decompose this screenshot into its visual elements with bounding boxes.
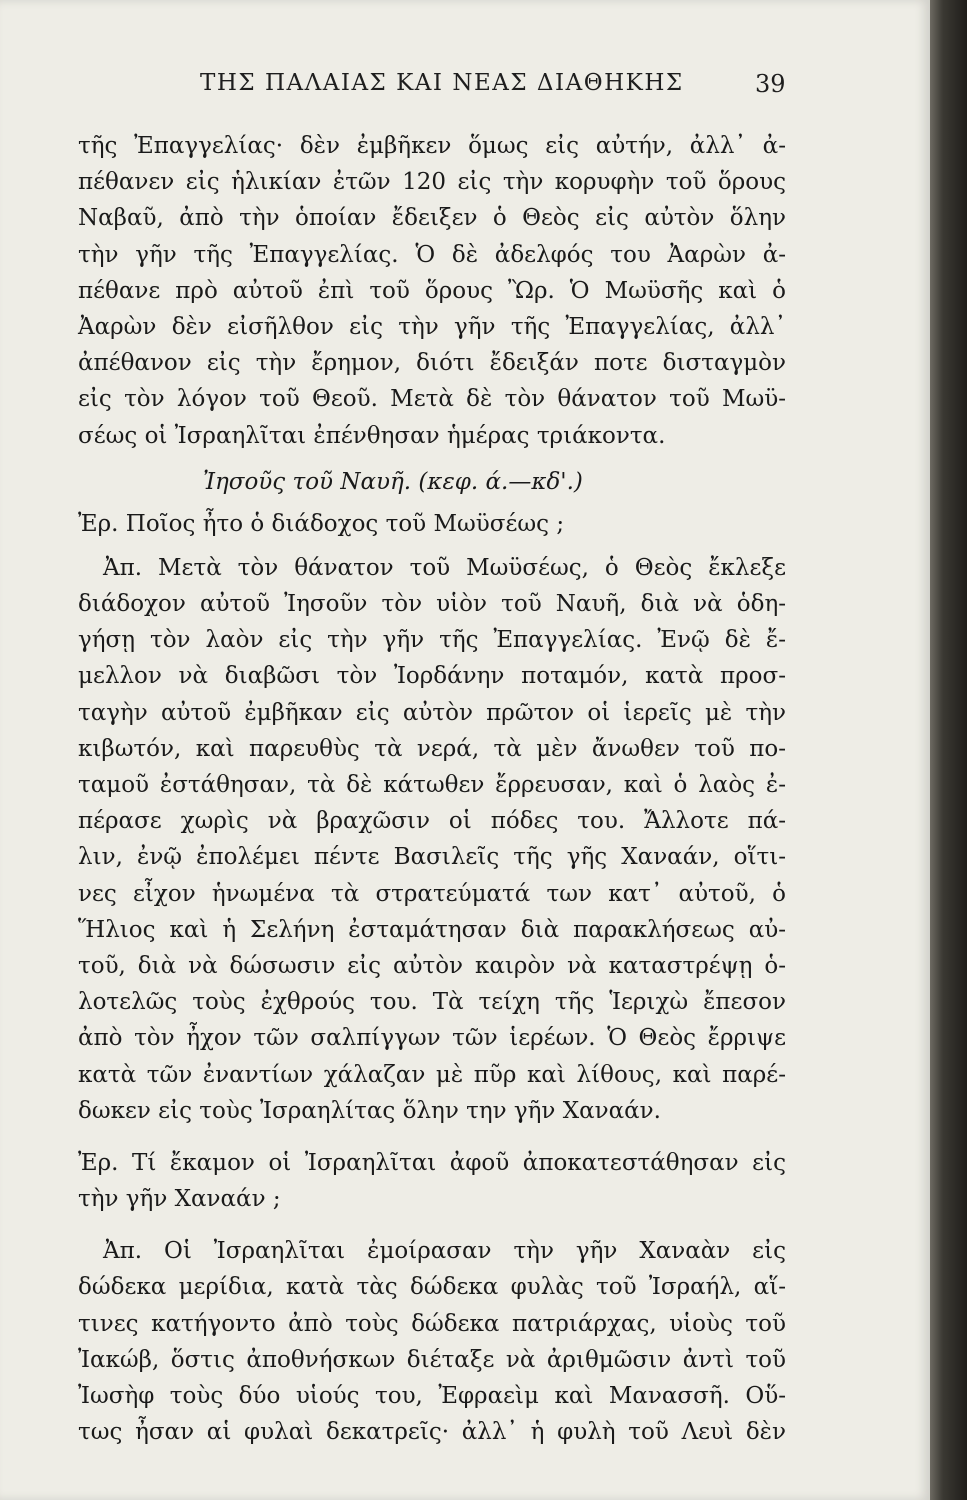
text-line: σέως οἱ Ἰσραηλῖται ἐπένθησαν ἡμέρας τριάκοντα. [78, 422, 666, 449]
text-line: ταγὴν αὐτοῦ ἐμβῆκαν εἰς αὐτὸν πρῶτον οἱ ἱερεῖς μὲ τὴν [78, 699, 786, 726]
answer [78, 550, 786, 1129]
text-line: κατὰ τῶν ἐναντίων χάλαζαν μὲ πῦρ καὶ λίθους, καὶ παρέ- [78, 1061, 786, 1088]
text-line: Ἐρ. Ποῖος ἦτο ὁ διάδοχος τοῦ Μωϋσέως ; [78, 510, 565, 537]
text-line: πέθανεν εἰς ἡλικίαν ἐτῶν 120 εἰς τὴν κορυφὴν τοῦ ὅρους [78, 169, 786, 196]
page-number: 39 [755, 70, 786, 98]
text-line: τῆς Ἐπαγγελίας· δὲν ἐμβῆκεν ὅμως εἰς αὐτήν, ἀλλ᾽ ἀ- [78, 133, 786, 159]
text-line: δωκεν εἰς τοὺς Ἰσραηλίτας ὅλην την γῆν Χαναάν. [78, 1097, 661, 1124]
text-line: νες εἶχον ἡνωμένα τὰ στρατεύματά των κατ᾽ αὐτοῦ, ὁ [78, 880, 786, 907]
text-line: κιβωτόν, καὶ παρευθὺς τὰ νερά, τὰ μὲν ἄνωθεν τοῦ πο- [78, 735, 786, 762]
page-header [0, 70, 930, 110]
text-line: τὴν γῆν Χαναάν ; [78, 1186, 281, 1213]
text-line: ταμοῦ ἐστάθησαν, τὰ δὲ κάτωθεν ἔρρευσαν, καὶ ὁ λαὸς ἐ- [78, 772, 786, 798]
page-edge [930, 0, 967, 1500]
text-line: Ἀαρὼν δὲν εἰσῆλθον εἰς τὴν γῆν τῆς Ἐπαγγελίας, ἀλλ᾽ [78, 313, 786, 340]
body-text [78, 128, 786, 1450]
text-line: διάδοχον αὐτοῦ Ἰησοῦν τὸν υἱὸν τοῦ Ναυῆ, διὰ νὰ ὁδη- [78, 591, 786, 618]
answer [78, 1233, 786, 1450]
text-line: Ἰακώβ, ὅστις ἀποθνήσκων διέταξε νὰ ἀριθμῶσιν ἀντὶ τοῦ [78, 1346, 786, 1373]
text-line: γήσῃ τὸν λαὸν εἰς τὴν γῆν τῆς Ἐπαγγελίας. Ἐνῷ δὲ ἔ- [78, 627, 786, 654]
text-line: τὴν γῆν τῆς Ἐπαγγελίας. Ὁ δὲ ἀδελφός του Ἀαρὼν ἀ- [78, 241, 786, 268]
running-head: ΤΗΣ ΠΑΛΑΙΑΣ ΚΑΙ ΝΕΑΣ ΔΙΑΘΗΚΗΣ [200, 70, 684, 96]
text-line: Ἥλιος καὶ ἡ Σελήνη ἐσταμάτησαν διὰ παρακλήσεως αὐ- [78, 916, 786, 943]
text-line: μελλον νὰ διαβῶσι τὸν Ἰορδάνην ποταμόν, κατὰ προσ- [78, 663, 786, 690]
text-line: ἀπέθανον εἰς τὴν ἔρημον, διότι ἔδειξάν ποτε δισταγμὸν [78, 350, 786, 377]
text-line: πέρασε χωρὶς νὰ βραχῶσιν οἱ πόδες του. Ἄλλοτε πά- [78, 808, 786, 835]
text-line: Ναβαῦ, ἀπὸ τὴν ὁποίαν ἔδειξεν ὁ Θεὸς εἰς αὐτὸν ὅλην [78, 205, 786, 232]
text-line: ἀπὸ τὸν ἦχον τῶν σαλπίγγων τῶν ἱερέων. Ὁ Θεὸς ἔρριψε [78, 1025, 786, 1052]
question [78, 1145, 786, 1217]
text-line: λοτελῶς τοὺς ἐχθρούς του. Τὰ τείχη τῆς Ἱεριχὼ ἔπεσον [78, 989, 786, 1016]
text-line: Ἰωσὴφ τοὺς δύο υἱούς του, Ἐφραεὶμ καὶ Μανασσῆ. Οὕ- [78, 1383, 786, 1409]
text-line: Ἀπ. Οἱ Ἰσραηλῖται ἐμοίρασαν τὴν γῆν Χαναὰν εἰς [103, 1238, 786, 1265]
text-line: λιν, ἐνῷ ἐπολέμει πέντε Βασιλεῖς τῆς γῆς Χαναάν, οἵτι- [78, 844, 786, 871]
text-line: τως ἦσαν αἱ φυλαὶ δεκατρεῖς· ἀλλ᾽ ἡ φυλὴ τοῦ Λευὶ δὲν [78, 1419, 786, 1446]
question [78, 506, 786, 542]
text-line: τινες κατήγοντο ἀπὸ τοὺς δώδεκα πατριάρχας, υἱοὺς τοῦ [78, 1310, 786, 1337]
paragraph [78, 128, 786, 454]
text-line: Ἀπ. Μετὰ τὸν θάνατον τοῦ Μωϋσέως, ὁ Θεὸς ἔκλεξε [103, 554, 786, 581]
text-line: δώδεκα μερίδια, κατὰ τὰς δώδεκα φυλὰς τοῦ Ἰσραήλ, αἵ- [78, 1274, 786, 1301]
scripture-citation: Ἰησοῦς τοῦ Ναυῆ. (κεφ. ά.—κδ'.) [203, 468, 583, 495]
text-line: Ἐρ. Τί ἔκαμον οἱ Ἰσραηλῖται ἀφοῦ ἀποκατεστάθησαν εἰς [78, 1149, 786, 1176]
text-line: εἰς τὸν λόγον τοῦ Θεοῦ. Μετὰ δὲ τὸν θάνατον τοῦ Μωϋ- [78, 386, 786, 413]
text-line: πέθανε πρὸ αὐτοῦ ἐπὶ τοῦ ὅρους Ὢρ. Ὁ Μωϋσῆς καὶ ὁ [78, 277, 786, 304]
text-line: τοῦ, διὰ νὰ δώσωσιν εἰς αὐτὸν καιρὸν νὰ καταστρέψῃ ὁ- [78, 952, 786, 979]
